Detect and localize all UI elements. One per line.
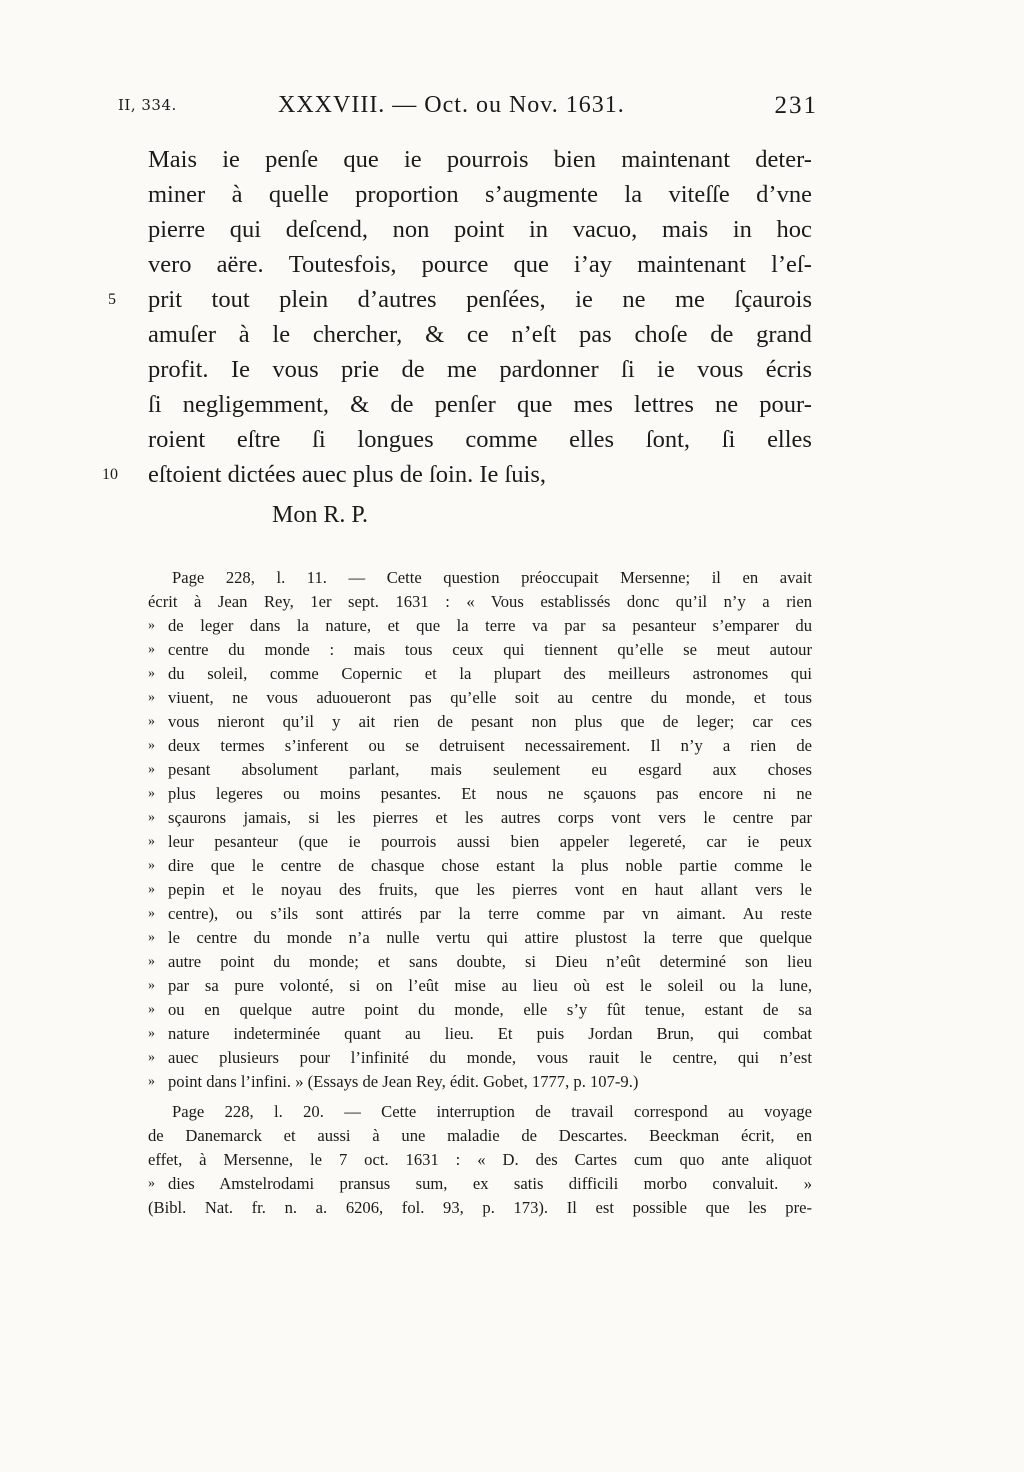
footnote-line-text: pepin et le noyau des fruits, que les pierres vont en haut allant vers le bbox=[168, 880, 812, 899]
footnote-line-text: deux termes s’inferent ou se detruisent necessairement. Il n’y a rien de bbox=[168, 736, 812, 755]
footnote-line bbox=[148, 686, 812, 710]
footnote-line bbox=[148, 782, 812, 806]
footnote-line-text: point dans l’infini. » (Essays de Jean Rey, édit. Gobet, 1777, p. 107-9.) bbox=[168, 1072, 639, 1091]
quote-continuation-mark: » bbox=[148, 738, 155, 753]
running-header bbox=[118, 92, 818, 126]
footnote-line bbox=[148, 1148, 812, 1172]
letter-line-text: prit tout plein d’autres penſées, ie ne me ſçaurois bbox=[148, 286, 812, 313]
letter-line bbox=[102, 457, 812, 492]
quote-continuation-mark: » bbox=[148, 666, 155, 681]
footnote-line-text: dies Amstelrodami pransus sum, ex satis difficili morbo convaluit. » bbox=[168, 1174, 812, 1193]
footnote-line-text: centre), ou s’ils sont attirés par la terre comme par vn aimant. Au reste bbox=[168, 904, 812, 923]
header-reference: II, 334. bbox=[118, 96, 177, 114]
footnote-line-text: du soleil, comme Copernic et la plupart des meilleurs astronomes qui bbox=[168, 664, 812, 683]
quote-continuation-mark: » bbox=[148, 858, 155, 873]
footnote-line bbox=[148, 830, 812, 854]
letter-line bbox=[148, 212, 812, 247]
footnote-line-text: pesant absolument parlant, mais seulement eu esgard aux choses bbox=[168, 760, 812, 779]
footnote-line bbox=[148, 566, 812, 590]
footnote-line-text: auec plusieurs pour l’infinité du monde, vous rauit le centre, qui n’est bbox=[168, 1048, 812, 1067]
letter-line-text: roient eſtre ſi longues comme elles ſont, ſi elles bbox=[148, 426, 812, 453]
footnote-line-text: viuent, ne vous aduoueront pas qu’elle soit au centre du monde, et tous bbox=[168, 688, 812, 707]
quote-continuation-mark: » bbox=[148, 642, 155, 657]
quote-continuation-mark: » bbox=[148, 1074, 155, 1089]
letter-line bbox=[148, 387, 812, 422]
quote-continuation-mark: » bbox=[148, 810, 155, 825]
quote-continuation-mark: » bbox=[148, 1026, 155, 1041]
letter-line bbox=[108, 282, 812, 317]
footnote-line-text: plus legeres ou moins pesantes. Et nous ne sçauons pas encore ni ne bbox=[168, 784, 812, 803]
footnote-line-text: écrit à Jean Rey, 1er sept. 1631 : « Vous establissés donc qu’il n’y a rien bbox=[148, 592, 812, 611]
footnote-line-text: (Bibl. Nat. fr. n. a. 6206, fol. 93, p. 173). Il est possible que les pre- bbox=[148, 1198, 812, 1217]
header-title: XXXVIII. — Oct. ou Nov. 1631. bbox=[278, 92, 625, 118]
letter-line-text: vero aëre. Toutesfois, pource que i’ay maintenant l’eſ- bbox=[148, 251, 812, 278]
letter-body bbox=[102, 142, 812, 492]
footnote-line-text: effet, à Mersenne, le 7 oct. 1631 : « D. des Cartes cum quo ante aliquot bbox=[148, 1150, 812, 1169]
footnote-line bbox=[148, 878, 812, 902]
footnote-line bbox=[148, 1172, 812, 1196]
footnote-line-text: ou en quelque autre point du monde, elle s’y fût tenue, estant de sa bbox=[168, 1000, 812, 1019]
footnote-line-text: nature indeterminée quant au lieu. Et puis Jordan Brun, qui combat bbox=[168, 1024, 812, 1043]
quote-continuation-mark: » bbox=[148, 906, 155, 921]
letter-line bbox=[148, 317, 812, 352]
quote-continuation-mark: » bbox=[148, 690, 155, 705]
footnote-line-text: de Danemarck et aussi à une maladie de Descartes. Beeckman écrit, en bbox=[148, 1126, 812, 1145]
footnote-line bbox=[148, 1022, 812, 1046]
footnote-line bbox=[148, 1070, 812, 1094]
quote-continuation-mark: » bbox=[148, 786, 155, 801]
quote-continuation-mark: » bbox=[148, 1050, 155, 1065]
letter-line-text: ſi negligemment, & de penſer que mes lettres ne pour- bbox=[148, 391, 812, 418]
footnote-line-text: sçaurons jamais, si les pierres et les autres corps vont vers le centre par bbox=[168, 808, 812, 827]
letter-line-text: Mais ie penſe que ie pourrois bien maintenant deter- bbox=[148, 146, 812, 173]
quote-continuation-mark: » bbox=[148, 762, 155, 777]
letter-line-text: profit. Ie vous prie de me pardonner ſi ie vous écris bbox=[148, 356, 812, 383]
quote-continuation-mark: » bbox=[148, 978, 155, 993]
footnote-line bbox=[148, 974, 812, 998]
letter-line-text: amuſer à le chercher, & ce n’eſt pas choſe de grand bbox=[148, 321, 812, 348]
footnotes bbox=[148, 566, 812, 1220]
letter-line bbox=[148, 247, 812, 282]
footnote-line bbox=[148, 806, 812, 830]
quote-continuation-mark: » bbox=[148, 1002, 155, 1017]
footnote-line bbox=[148, 1046, 812, 1070]
quote-continuation-mark: » bbox=[148, 954, 155, 969]
footnote-line bbox=[148, 590, 812, 614]
footnote-line-text: vous nieront qu’il y ait rien de pesant non plus que de leger; car ces bbox=[168, 712, 812, 731]
line-number: 5 bbox=[108, 291, 116, 308]
footnote-line bbox=[148, 854, 812, 878]
letter-line bbox=[148, 177, 812, 212]
quote-continuation-mark: » bbox=[148, 834, 155, 849]
line-number: 10 bbox=[102, 466, 118, 483]
footnote-line-text: par sa pure volonté, si on l’eût mise au lieu où est le soleil ou la lune, bbox=[168, 976, 812, 995]
letter-line bbox=[148, 422, 812, 457]
letter-line-text: eſtoient dictées auec plus de ſoin. Ie ſuis, bbox=[148, 461, 547, 488]
footnote-line-text: centre du monde : mais tous ceux qui tiennent qu’elle se meut autour bbox=[168, 640, 812, 659]
footnote-line-text: Page 228, l. 20. — Cette interruption de travail correspond au voyage bbox=[172, 1102, 812, 1121]
footnote-line bbox=[148, 734, 812, 758]
letter-line-text: pierre qui deſcend, non point in vacuo, mais in hoc bbox=[148, 216, 812, 243]
footnote-line bbox=[148, 662, 812, 686]
footnote-line-text: dire que le centre de chasque chose estant la plus noble partie comme le bbox=[168, 856, 812, 875]
footnote-line-text: Page 228, l. 11. — Cette question préoccupait Mersenne; il en avait bbox=[172, 568, 812, 587]
quote-continuation-mark: » bbox=[148, 930, 155, 945]
footnote-line bbox=[148, 926, 812, 950]
footnote-line-text: leur pesanteur (que ie pourrois aussi bien appeler legereté, car ie peux bbox=[168, 832, 812, 851]
letter-line-text: miner à quelle proportion s’augmente la viteſſe d’vne bbox=[148, 181, 812, 208]
letter-line bbox=[148, 352, 812, 387]
salutation: Mon R. P. bbox=[272, 502, 369, 528]
footnote-line bbox=[148, 638, 812, 662]
footnote-line bbox=[148, 902, 812, 926]
footnote-line bbox=[148, 758, 812, 782]
letter-line bbox=[148, 142, 812, 177]
footnote-line bbox=[148, 1196, 812, 1220]
footnote-line-text: de leger dans la nature, et que la terre va par sa pesanteur s’emparer du bbox=[168, 616, 812, 635]
quote-continuation-mark: » bbox=[148, 1176, 155, 1191]
page-number: 231 bbox=[774, 92, 818, 119]
footnote-line bbox=[148, 1100, 812, 1124]
footnote-line bbox=[148, 950, 812, 974]
footnote-line bbox=[148, 710, 812, 734]
footnote-line-text: autre point du monde; et sans doubte, si Dieu n’eût determiné son lieu bbox=[168, 952, 812, 971]
footnote-line bbox=[148, 1124, 812, 1148]
quote-continuation-mark: » bbox=[148, 618, 155, 633]
footnote-line bbox=[148, 998, 812, 1022]
quote-continuation-mark: » bbox=[148, 714, 155, 729]
footnote-line bbox=[148, 614, 812, 638]
footnote-line-text: le centre du monde n’a nulle vertu qui attire plustost la terre que quelque bbox=[168, 928, 812, 947]
quote-continuation-mark: » bbox=[148, 882, 155, 897]
